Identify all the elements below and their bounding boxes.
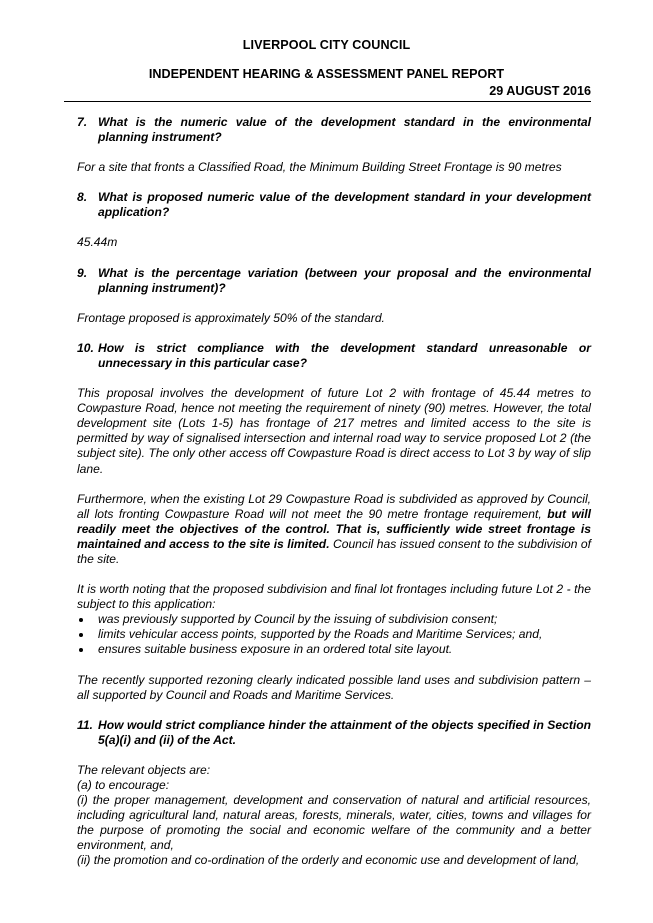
question-number: 11. bbox=[77, 717, 93, 732]
list-item: ensures suitable business exposure in an ordered total site layout. bbox=[77, 642, 591, 657]
answer-7: For a site that fronts a Classified Road, the Minimum Building Street Frontage is 90 metres bbox=[77, 160, 562, 175]
report-date: 29 AUGUST 2016 bbox=[489, 84, 591, 98]
question-8 bbox=[77, 190, 591, 220]
report-title: INDEPENDENT HEARING & ASSESSMENT PANEL REPORT bbox=[148, 67, 505, 81]
answer-9: Frontage proposed is approximately 50% of the standard. bbox=[77, 310, 385, 325]
answer-10-paragraph-3: It is worth noting that the proposed subdivision and final lot frontages including future Lot 2 - the subject to this application: bbox=[77, 582, 591, 612]
bullet-icon bbox=[77, 612, 98, 627]
question-text: How would strict compliance hinder the attainment of the objects specified in Section 5(a)(i) and (ii) of the Act. bbox=[98, 717, 591, 747]
council-name: LIVERPOOL CITY COUNCIL bbox=[242, 38, 411, 52]
answer-11-line-3: (i) the proper management, development and conservation of natural and artificial resources, including agricultural land, natural areas, forests, minerals, water, cities, towns and villages for the purpose of promoting the social and economic welfare of the community and a better environment, and, bbox=[77, 793, 591, 853]
paragraph-emphasis: but will readily meet the objectives of the control. That is, sufficiently wide street frontage is maintained and access to the site is limited. bbox=[77, 506, 591, 551]
question-text: What is the percentage variation (between your proposal and the environmental planning instrument)? bbox=[98, 265, 591, 295]
answer-11-line-1: The relevant objects are: bbox=[77, 762, 211, 777]
list-item: was previously supported by Council by the issuing of subdivision consent; bbox=[77, 612, 591, 627]
answer-8: 45.44m bbox=[77, 235, 118, 250]
report-body bbox=[77, 115, 591, 869]
question-11 bbox=[77, 718, 591, 748]
answer-11-line-2: (a) to encourage: bbox=[77, 778, 170, 792]
question-number: 8. bbox=[77, 190, 88, 205]
question-number: 9. bbox=[77, 265, 88, 280]
list-item: limits vehicular access points, supported by the Roads and Maritime Services; and, bbox=[77, 627, 591, 642]
paragraph-text: Furthermore, when the existing Lot 29 Cowpasture Road is subdivided as approved by Council, all lots fronting Cowpasture Road will not meet the 90 metre frontage requirement, bbox=[77, 491, 591, 521]
question-number: 7. bbox=[77, 115, 88, 129]
answer-11-line-4: (ii) the promotion and co-ordination of the orderly and economic use and development of land, bbox=[77, 853, 580, 868]
question-9 bbox=[77, 266, 591, 296]
question-7 bbox=[77, 115, 591, 145]
answer-10-paragraph-1: This proposal involves the development of future Lot 2 with frontage of 45.44 metres to Cowpasture Road, hence not meeting the requirement of ninety (90) metres. However, the total development site (Lots 1-5) has frontage of 217 metres and limited access to the site is permitted by way of signalised intersection and internal road way to service proposed Lot 2 (the subject site). The only other access off Cowpasture Road is direct access to Lot 3 by way of slip lane. bbox=[77, 386, 591, 476]
bullet-icon bbox=[77, 642, 98, 657]
question-text: How is strict compliance with the development standard unreasonable or unnecessary in this particular case? bbox=[98, 340, 591, 370]
answer-10-paragraph-4: The recently supported rezoning clearly indicated possible land uses and subdivision pattern – all supported by Council and Roads and Maritime Services. bbox=[77, 672, 591, 702]
answer-10-paragraph-2 bbox=[77, 492, 591, 567]
question-10 bbox=[77, 341, 591, 371]
header-divider bbox=[64, 101, 591, 102]
bullet-list bbox=[77, 612, 591, 657]
question-text: What is the numeric value of the development standard in the environmental planning instrument? bbox=[98, 115, 591, 145]
question-number: 10. bbox=[77, 340, 94, 355]
bullet-icon bbox=[77, 627, 98, 642]
paragraph-text: Council has issued consent to the subdivision of the site. bbox=[77, 536, 591, 566]
question-text: What is proposed numeric value of the development standard in your development application? bbox=[98, 190, 591, 220]
